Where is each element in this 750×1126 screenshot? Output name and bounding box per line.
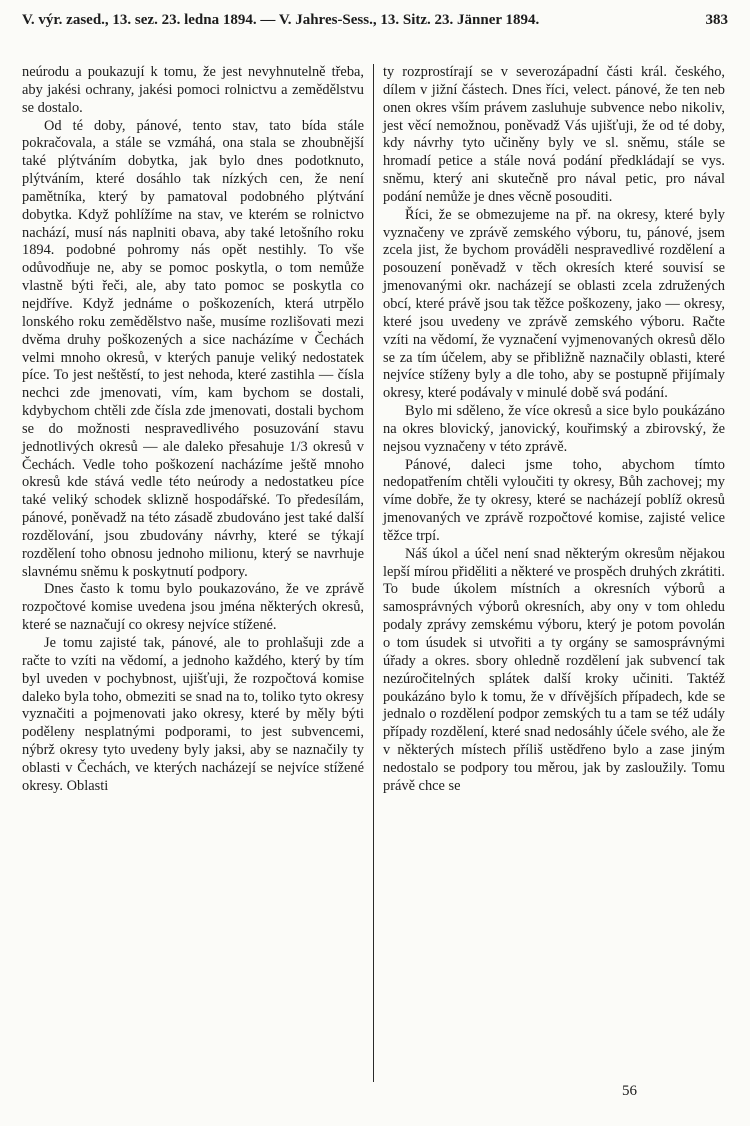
paragraph: Je tomu zajisté tak, pánové, ale to prohlašuji zde a račte to vzíti na vědomí, a jednoho každého, který by tím byl uveden v pochybnost, ujišťuji, že rozpočtová komise daleko byla toho, obmeziti se snad na to, toliko tyto okresy vyznačiti a pojmenovati jako okresy, které by měly býti poděleny nesplatnými podporami, to jest subvencemi, nýbrž okresy tyto uvedeny byly jaksi, aby se naznačily ty oblasti v Čechách, ve kterých nacházejí se nejvíce stížené okresy. Oblasti <box>22 635 364 794</box>
paragraph: Od té doby, pánové, tento stav, tato bída stále pokračovala, a stále se vzmáhá, ona stala se zhoubnější také plýtváním dobytka, jak bylo dnes podotknuto, plýtváním, které dosáhlo tak nízkých cen, že není pamětníka, který by pamatoval podobného plýtvání dobytka. Když pohlížíme na stav, ve kterém se rolnictvo nachází, musí nás naplniti obava, aby také letošního roku 1894. podobné pohromy nás opět nestihly. To vše odůvodňuje ne, aby se pomoc poskytla, o tom nemůže vlastně býti řeči, ale, aby tato pomoc se poskytla co nejdříve. Když jednáme o poškozeních, která utrpělo lonského roku zemědělstvo naše, musíme rozlišovati mezi dvěma druhy poškozených a sice nacházíme v Čechách velmi mnoho okresů, v kterých panuje veliký nedostatek píce. To jest neštěstí, to jest nehoda, které zastihla — čísla nechci zde jmenovati, vím, kam bychom se dostali, kdybychom chtěli zde čísla zde jmenovati, dostali bychom se do možnosti nespravedlivého posuzování stavu jednotlivých okresů — ale daleko přesahuje 1/3 okresů v Čechách. Vedle toho poškození nacházíme ještě mnoho okresů kde stává vedle této neúrody a nedostatkeu píce také veliký schodek sklizně hospodářské. To předesílám, pánové, poněvadž na této zásadě zbudováno jest také další rozdělování, jsou zbudovány návrhy, které se týkají rozdělení toho obnosu jednoho milionu, který se navrhuje slavnému sněmu k poskytnutí podpory. <box>22 117 364 580</box>
paragraph: neúrodu a poukazují k tomu, že jest nevyhnutelně třeba, aby jakési ochrany, jakési pomoci rolnictvu a zemědělstvu se dostalo. <box>22 64 364 116</box>
paragraph: Bylo mi sděleno, že více okresů a sice bylo poukázáno na okres blovický, janovický, kouřimský a zbirovský, že nejsou vyznačeny v této zprávě. <box>383 403 725 455</box>
paragraph: Dnes často k tomu bylo poukazováno, že ve zprávě rozpočtové komise uvedena jsou jména některých okresů, které se naznačují co okresy nejvíce stížené. <box>22 581 364 634</box>
page-header <box>22 12 728 34</box>
paragraph: Náš úkol a účel není snad některým okresům nějakou lepší mírou přiděliti a některé ve prospěch druhých zkrátiti. To bude úkolem místních a okresních výborů a samosprávných výborů okresních, aby ony v tom ohledu podaly zprávy zemskému výboru, který je potom povolán o tom úsudek si utvořiti a ty orgány se samosprávnými úřady a okres. sbory ohledně rozdělení jak subvencí tak nezúročitelných splátek další kroky učiniti. Taktéž poukázáno bylo k tomu, že v dřívějších případech, kde se jednalo o rozdělení podpor zemských tu a tam se též udály případy rozdělení, které snad nedosáhly účele svého, ale že v některých místech příliš ustědřeno bylo a zase jiným nedostalo se podpory tou měrou, jak by zasloužily. Tomu právě chce se <box>383 545 725 794</box>
sheet-number: 56 <box>622 1083 637 1099</box>
paragraph: ty rozprostírají se v severozápadní části král. českého, dílem v jižní částech. Dnes říci, velect. pánové, že ten neb onen okres vším právem zasluhuje subvence nebo nikoliv, jest věcí nemožnou, poněvadž Vás ujišťuji, že od té doby, kdy návrhy tyto učiněny byly ve sl. sněmu, stále se hromadí petice a stále nová podání předkládají se vys. sněmu, který ani skutečně pro nával petic, pro nával podání nemůže je dnes věcně posouditi. <box>383 64 725 205</box>
column-divider <box>373 64 374 1082</box>
paragraph: Říci, že se obmezujeme na př. na okresy, které byly vyznačeny ve zprávě zemského výboru, tu, pánové, jsem zcela jist, že bychom prováděli nespravedlivé rozdělení a posouzení poněvadž v těch okresích které souvisí se jmenovanými okr. nacházejí se oblasti zcela združených obcí, které právě jsou tak těžce poškozeny, jako — okresy, které jsou uvedeny ve zprávě zemského výboru. Račte vzíti na vědomí, že vyznačení vyjmenovaných okresů dělo se za tím účelem, aby se přibližně naznačily oblasti, které nejvíce stíženy byly a dle toho, aby se postupně přijímaly okresy, které podávaly v minulé době svá podání. <box>383 206 725 402</box>
running-title: V. výr. zased., 13. sez. 23. ledna 1894. — V. Jahres-Sess., 13. Sitz. 23. Jänner 1894. <box>22 12 540 28</box>
page-number: 383 <box>705 12 728 28</box>
left-column <box>22 64 364 796</box>
right-column <box>383 64 725 796</box>
paragraph: Pánové, daleci jsme toho, abychom tímto nedopatřením chtěli vyloučiti ty okresy, Bůh zachovej; my víme dobře, že ty okresy, které se nacházejí poblíž okresů jmenovaných ve zprávě rozpočtové komise, zajisté velice těžce trpí. <box>383 456 725 544</box>
